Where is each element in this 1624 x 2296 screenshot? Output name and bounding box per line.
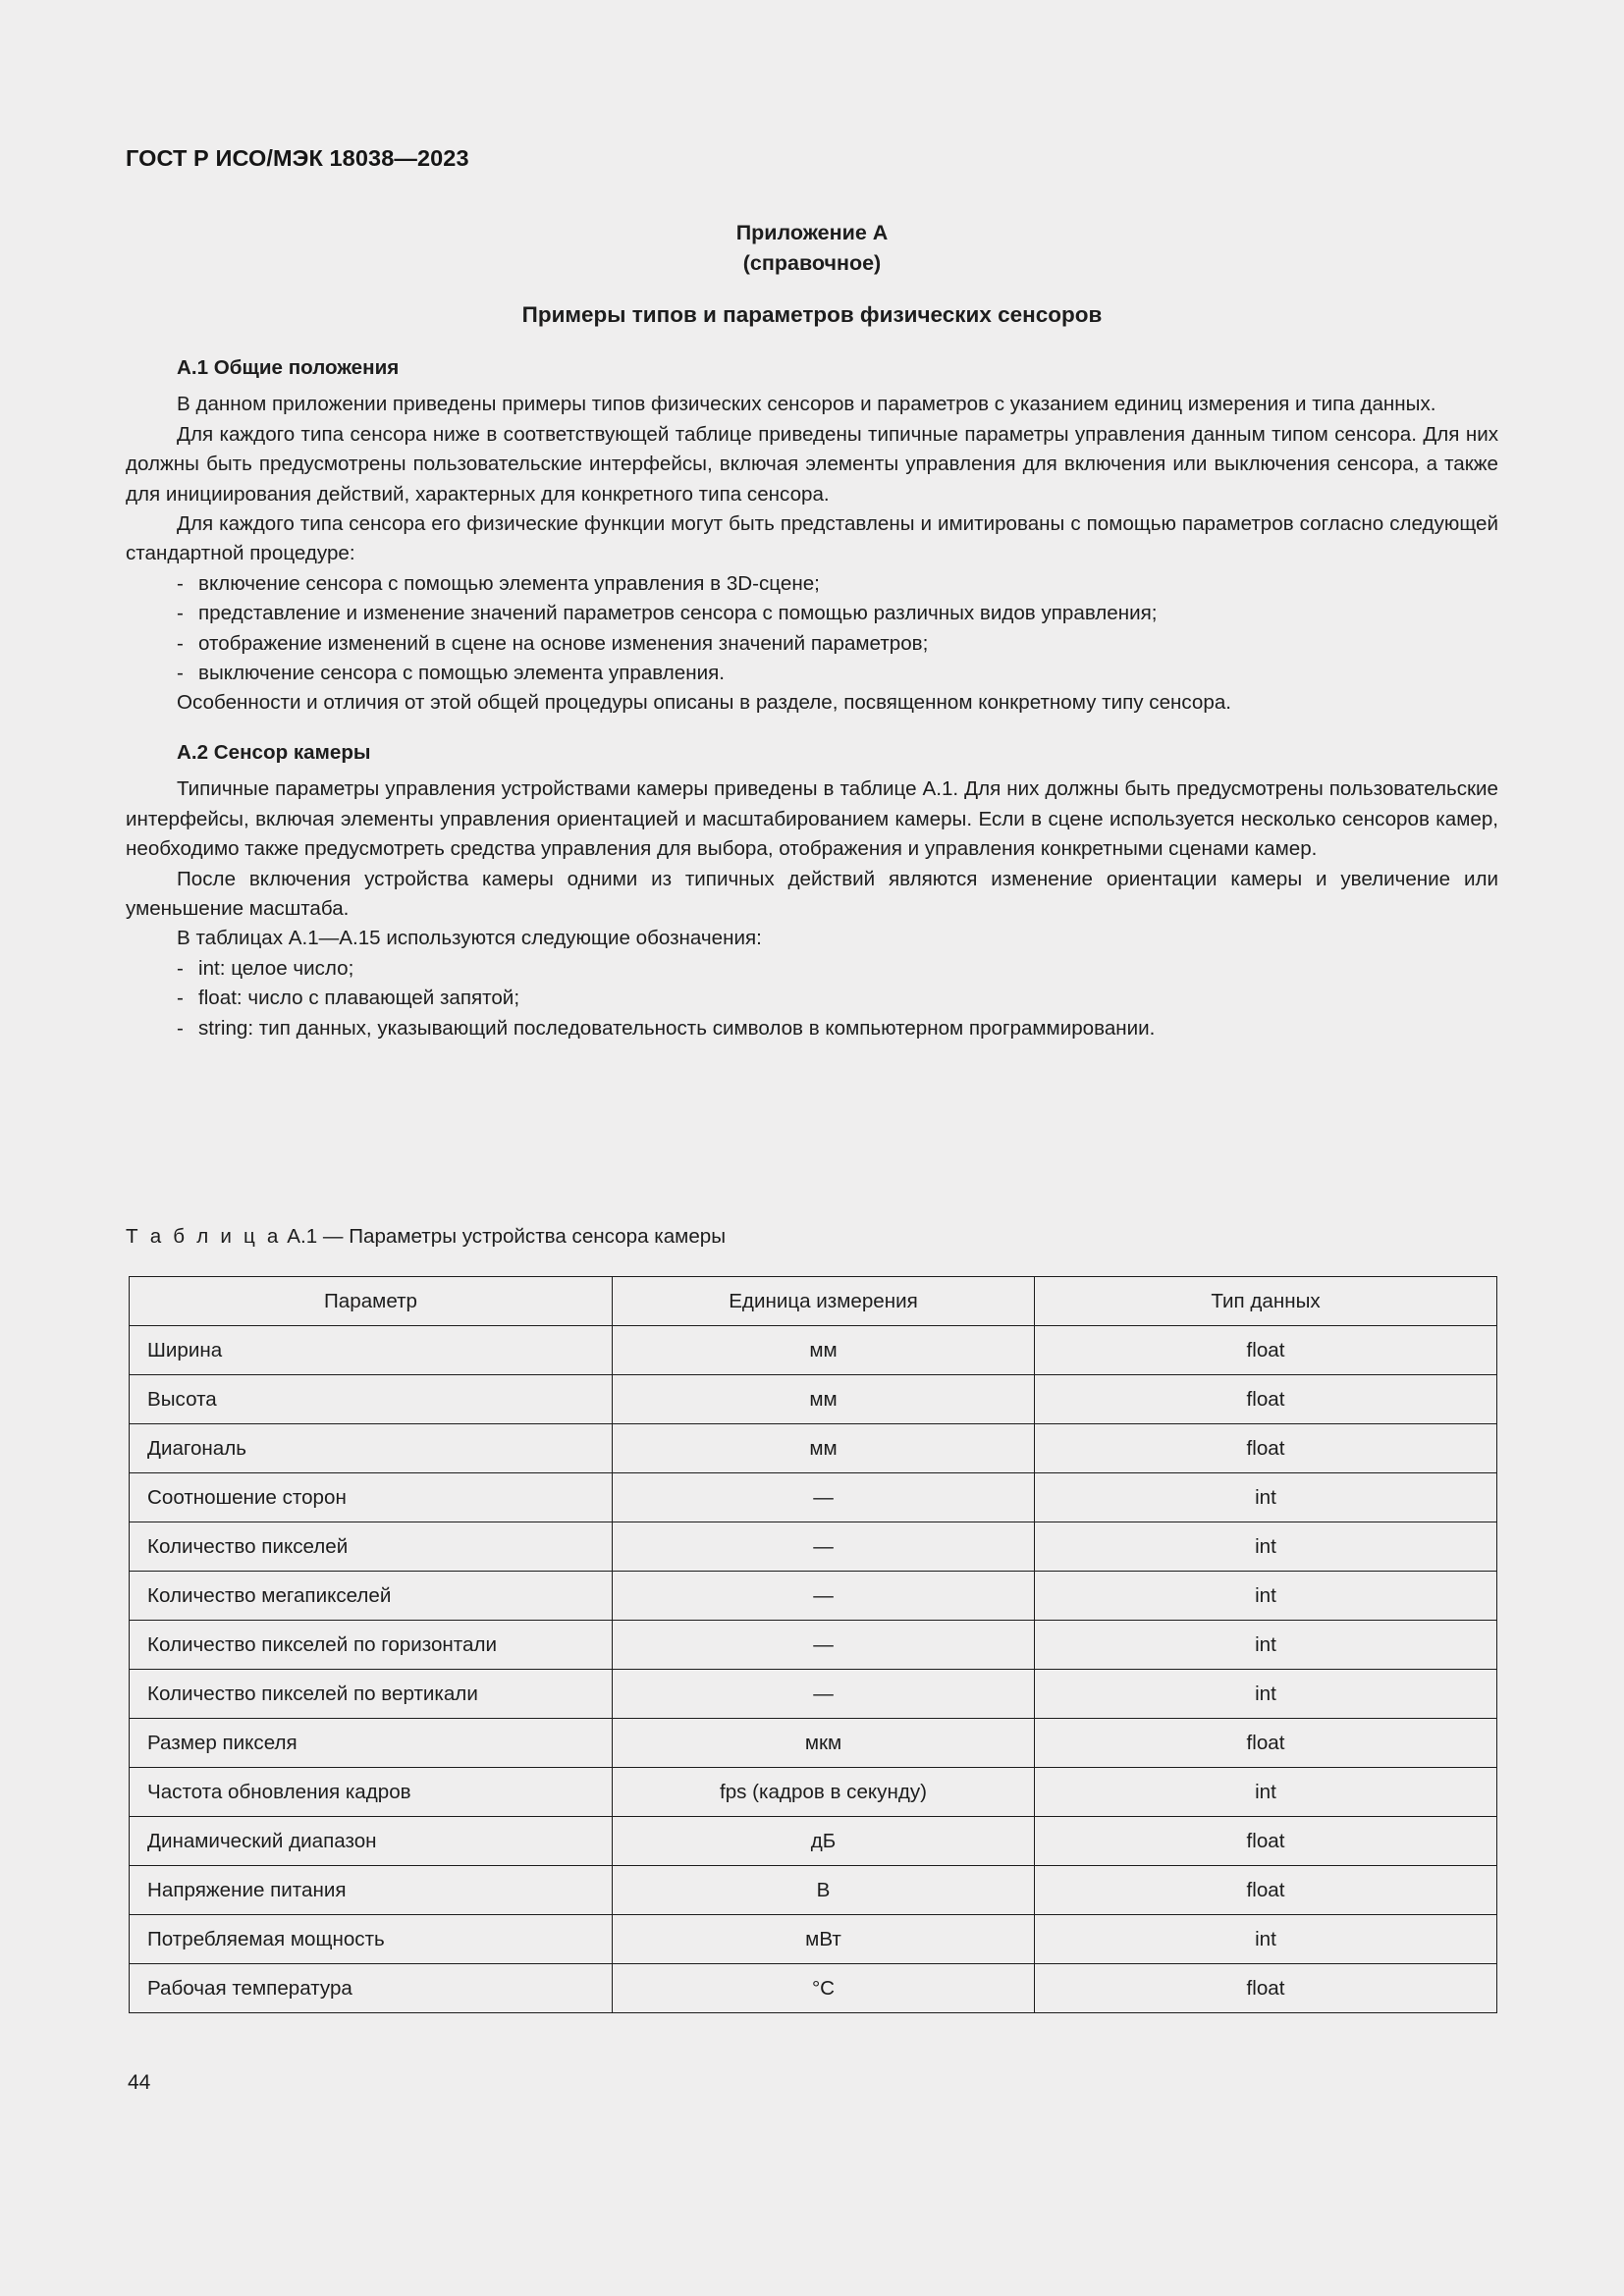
list-item-label: float: число с плавающей запятой; — [198, 987, 520, 1010]
cell-datatype: float — [1035, 1817, 1497, 1866]
cell-unit: — — [613, 1572, 1035, 1621]
list-item — [126, 954, 1498, 984]
cell-unit: °C — [613, 1964, 1035, 2013]
cell-datatype: int — [1035, 1670, 1497, 1719]
dash-marker: - — [177, 956, 184, 980]
paragraph-a1-4: Особенности и отличия от этой общей процедуры описаны в разделе, посвященном конкретному типу сенсора. — [177, 691, 1232, 715]
cell-parameter: Потребляемая мощность — [130, 1915, 613, 1964]
list-item-label: выключение сенсора с помощью элемента управления. — [198, 662, 725, 685]
paragraph-a2-1: Типичные параметры управления устройствами камеры приведены в таблице A.1. Для них должны быть предусмотрены пользовательские интерфейсы, включая элементы управления ориентацией и масштабированием камеры. Если в сцене используется несколько сенсоров камер, необходимо также предусмотреть средства управления для выбора, отображения и управления конкретными сценами камер. — [126, 777, 1498, 861]
cell-unit: — — [613, 1473, 1035, 1522]
table-row — [130, 1326, 1497, 1375]
cell-parameter: Количество пикселей по горизонтали — [130, 1621, 613, 1670]
dash-marker: - — [177, 602, 184, 625]
cell-datatype: int — [1035, 1522, 1497, 1572]
table-row — [130, 1473, 1497, 1522]
cell-datatype: int — [1035, 1572, 1497, 1621]
list-item-label: отображение изменений в сцене на основе изменения значений параметров; — [198, 631, 929, 655]
cell-datatype: float — [1035, 1424, 1497, 1473]
paragraph-a2-3: В таблицах A.1—A.15 используются следующие обозначения: — [177, 927, 762, 950]
section-heading-a2: A.2 Сенсор камеры — [177, 740, 371, 764]
table-row — [130, 1522, 1497, 1572]
table-body — [130, 1326, 1497, 2013]
cell-parameter: Динамический диапазон — [130, 1817, 613, 1866]
datatype-list — [126, 954, 1498, 1043]
table-row — [130, 1964, 1497, 2013]
cell-datatype: int — [1035, 1621, 1497, 1670]
procedure-list — [126, 569, 1498, 689]
cell-parameter: Частота обновления кадров — [130, 1768, 613, 1817]
table-row — [130, 1866, 1497, 1915]
annex-status: (справочное) — [742, 251, 882, 275]
table-row — [130, 1424, 1497, 1473]
cell-datatype: int — [1035, 1473, 1497, 1522]
cell-unit: — — [613, 1670, 1035, 1719]
cell-unit: мВт — [613, 1915, 1035, 1964]
dash-marker: - — [177, 631, 184, 655]
annex-title: Примеры типов и параметров физических сенсоров — [521, 302, 1103, 327]
list-item — [126, 599, 1498, 628]
dash-marker: - — [177, 1016, 184, 1040]
page-number: 44 — [128, 2071, 151, 2094]
table-caption-rest: A.1 — Параметры устройства сенсора камеры — [287, 1225, 727, 1248]
dash-marker: - — [177, 662, 184, 685]
cell-parameter: Размер пикселя — [130, 1719, 613, 1768]
table-row — [130, 1817, 1497, 1866]
cell-datatype: int — [1035, 1768, 1497, 1817]
cell-unit: мкм — [613, 1719, 1035, 1768]
cell-parameter: Количество пикселей по вертикали — [130, 1670, 613, 1719]
list-item — [126, 629, 1498, 659]
cell-datatype: float — [1035, 1326, 1497, 1375]
cell-unit: В — [613, 1866, 1035, 1915]
cell-unit: дБ — [613, 1817, 1035, 1866]
running-header: ГОСТ Р ИСО/МЭК 18038—2023 — [126, 145, 469, 171]
cell-datatype: float — [1035, 1866, 1497, 1915]
cell-unit: мм — [613, 1375, 1035, 1424]
column-header-unit: Единица измерения — [613, 1277, 1035, 1326]
cell-datatype: float — [1035, 1719, 1497, 1768]
cell-parameter: Количество пикселей — [130, 1522, 613, 1572]
list-item-label: включение сенсора с помощью элемента управления в 3D-сцене; — [198, 571, 820, 595]
table-caption-word: Т а б л и ц а — [126, 1225, 282, 1248]
table-row — [130, 1375, 1497, 1424]
cell-datatype: float — [1035, 1964, 1497, 2013]
cell-parameter: Высота — [130, 1375, 613, 1424]
list-item-label: представление и изменение значений параметров сенсора с помощью различных видов управления; — [198, 602, 1158, 625]
annex-label: Приложение А — [735, 221, 889, 244]
paragraph-a1-3: Для каждого типа сенсора его физические функции могут быть представлены и имитированы с помощью параметров согласно следующей стандартной процедуре: — [126, 512, 1498, 565]
cell-parameter: Соотношение сторон — [130, 1473, 613, 1522]
list-item — [126, 569, 1498, 599]
table-header-row — [130, 1277, 1497, 1326]
cell-unit: fps (кадров в секунду) — [613, 1768, 1035, 1817]
cell-parameter: Ширина — [130, 1326, 613, 1375]
dash-marker: - — [177, 987, 184, 1010]
column-header-parameter: Параметр — [130, 1277, 613, 1326]
paragraph-a2-2: После включения устройства камеры одними из типичных действий являются изменение ориентации камеры и увеличение или уменьшение масштаба. — [126, 867, 1498, 920]
table-row — [130, 1768, 1497, 1817]
list-item — [126, 1014, 1498, 1043]
table-row — [130, 1719, 1497, 1768]
paragraph-a1-2: Для каждого типа сенсора ниже в соответствующей таблице приведены типичные параметры управления данным типом сенсора. Для них должны быть предусмотрены пользовательские интерфейсы, включая элементы управления для включения или выключения сенсора, а также для инициирования действий, характерных для конкретного типа сенсора. — [126, 422, 1498, 506]
table-header — [130, 1277, 1497, 1326]
camera-sensor-parameters-table — [129, 1276, 1497, 2013]
list-item-label: int: целое число; — [198, 956, 354, 980]
cell-unit: мм — [613, 1326, 1035, 1375]
section-heading-a1: A.1 Общие положения — [177, 356, 400, 379]
table-row — [130, 1670, 1497, 1719]
cell-parameter: Диагональ — [130, 1424, 613, 1473]
list-item — [126, 659, 1498, 688]
table-caption — [126, 1225, 726, 1249]
column-header-datatype: Тип данных — [1035, 1277, 1497, 1326]
table-row — [130, 1621, 1497, 1670]
cell-datatype: float — [1035, 1375, 1497, 1424]
table-row — [130, 1572, 1497, 1621]
dash-marker: - — [177, 571, 184, 595]
cell-parameter: Количество мегапикселей — [130, 1572, 613, 1621]
body-text — [126, 353, 1498, 1043]
cell-parameter: Рабочая температура — [130, 1964, 613, 2013]
cell-parameter: Напряжение питания — [130, 1866, 613, 1915]
cell-unit: мм — [613, 1424, 1035, 1473]
list-item-label: string: тип данных, указывающий последовательность символов в компьютерном программировании. — [198, 1016, 1156, 1040]
cell-unit: — — [613, 1522, 1035, 1572]
table-row — [130, 1915, 1497, 1964]
list-item — [126, 984, 1498, 1013]
annex-heading-block — [126, 218, 1498, 279]
paragraph-a1-1: В данном приложении приведены примеры типов физических сенсоров и параметров с указанием единиц измерения и типа данных. — [177, 393, 1436, 416]
cell-unit: — — [613, 1621, 1035, 1670]
cell-datatype: int — [1035, 1915, 1497, 1964]
